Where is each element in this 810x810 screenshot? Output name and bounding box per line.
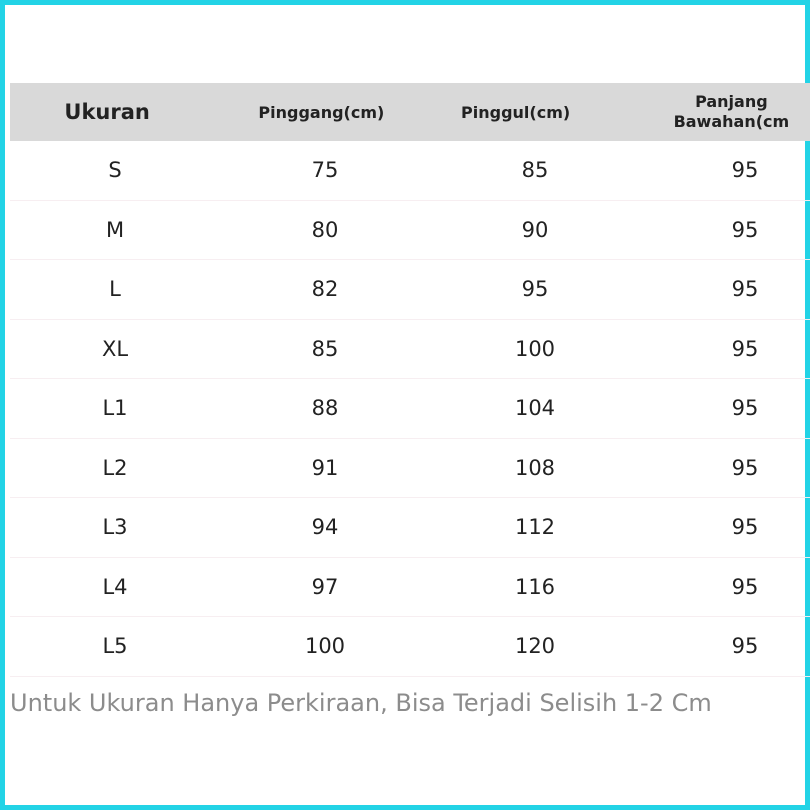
cell-hip: 108 xyxy=(514,455,556,480)
header-length xyxy=(613,92,810,132)
cell-hip: 90 xyxy=(521,217,549,242)
cell-size: L4 xyxy=(102,574,128,599)
cell-length: 95 xyxy=(731,574,759,599)
cell-hip: 100 xyxy=(514,336,556,361)
cell-length: 95 xyxy=(731,336,759,361)
cell-length: 95 xyxy=(731,217,759,242)
cell-waist: 94 xyxy=(311,515,339,540)
cell-length: 95 xyxy=(731,634,759,659)
cell-length: 95 xyxy=(731,396,759,421)
cell-waist: 88 xyxy=(311,396,339,421)
table-row xyxy=(10,260,810,320)
cell-size: L xyxy=(109,277,121,302)
cell-waist: 100 xyxy=(304,634,346,659)
table-row xyxy=(10,617,810,677)
header-hip: Pinggul(cm) xyxy=(461,102,571,122)
cell-waist: 75 xyxy=(311,158,339,183)
header-length-line1: Panjang xyxy=(695,92,768,111)
table-row xyxy=(10,201,810,261)
table-row xyxy=(10,498,810,558)
cell-hip: 95 xyxy=(521,277,549,302)
cell-waist: 97 xyxy=(311,574,339,599)
cell-waist: 82 xyxy=(311,277,339,302)
cell-size: L3 xyxy=(102,515,128,540)
table-row xyxy=(10,141,810,201)
cell-size: M xyxy=(105,217,125,242)
cell-size: L2 xyxy=(102,455,128,480)
header-waist: Pinggang(cm) xyxy=(258,102,385,122)
cell-waist: 80 xyxy=(311,217,339,242)
cell-size: L1 xyxy=(102,396,128,421)
table-row xyxy=(10,439,810,499)
cell-hip: 112 xyxy=(514,515,556,540)
cell-hip: 120 xyxy=(514,634,556,659)
cell-size: L5 xyxy=(102,634,128,659)
cell-hip: 104 xyxy=(514,396,556,421)
header-size: Ukuran xyxy=(64,100,150,124)
cell-length: 95 xyxy=(731,515,759,540)
table-header-row xyxy=(10,83,810,141)
cell-size: S xyxy=(108,158,122,183)
cell-length: 95 xyxy=(731,277,759,302)
cell-length: 95 xyxy=(731,158,759,183)
cell-size: XL xyxy=(101,336,129,361)
size-disclaimer-note: Untuk Ukuran Hanya Perkiraan, Bisa Terjadi Selisih 1-2 Cm xyxy=(10,689,712,717)
cell-length: 95 xyxy=(731,455,759,480)
cell-hip: 85 xyxy=(521,158,549,183)
cell-waist: 91 xyxy=(311,455,339,480)
cell-hip: 116 xyxy=(514,574,556,599)
table-row xyxy=(10,558,810,618)
header-length-line2: Bawahan(cm xyxy=(673,112,790,131)
cell-waist: 85 xyxy=(311,336,339,361)
table-row xyxy=(10,379,810,439)
size-chart-table xyxy=(10,83,810,677)
table-row xyxy=(10,320,810,380)
